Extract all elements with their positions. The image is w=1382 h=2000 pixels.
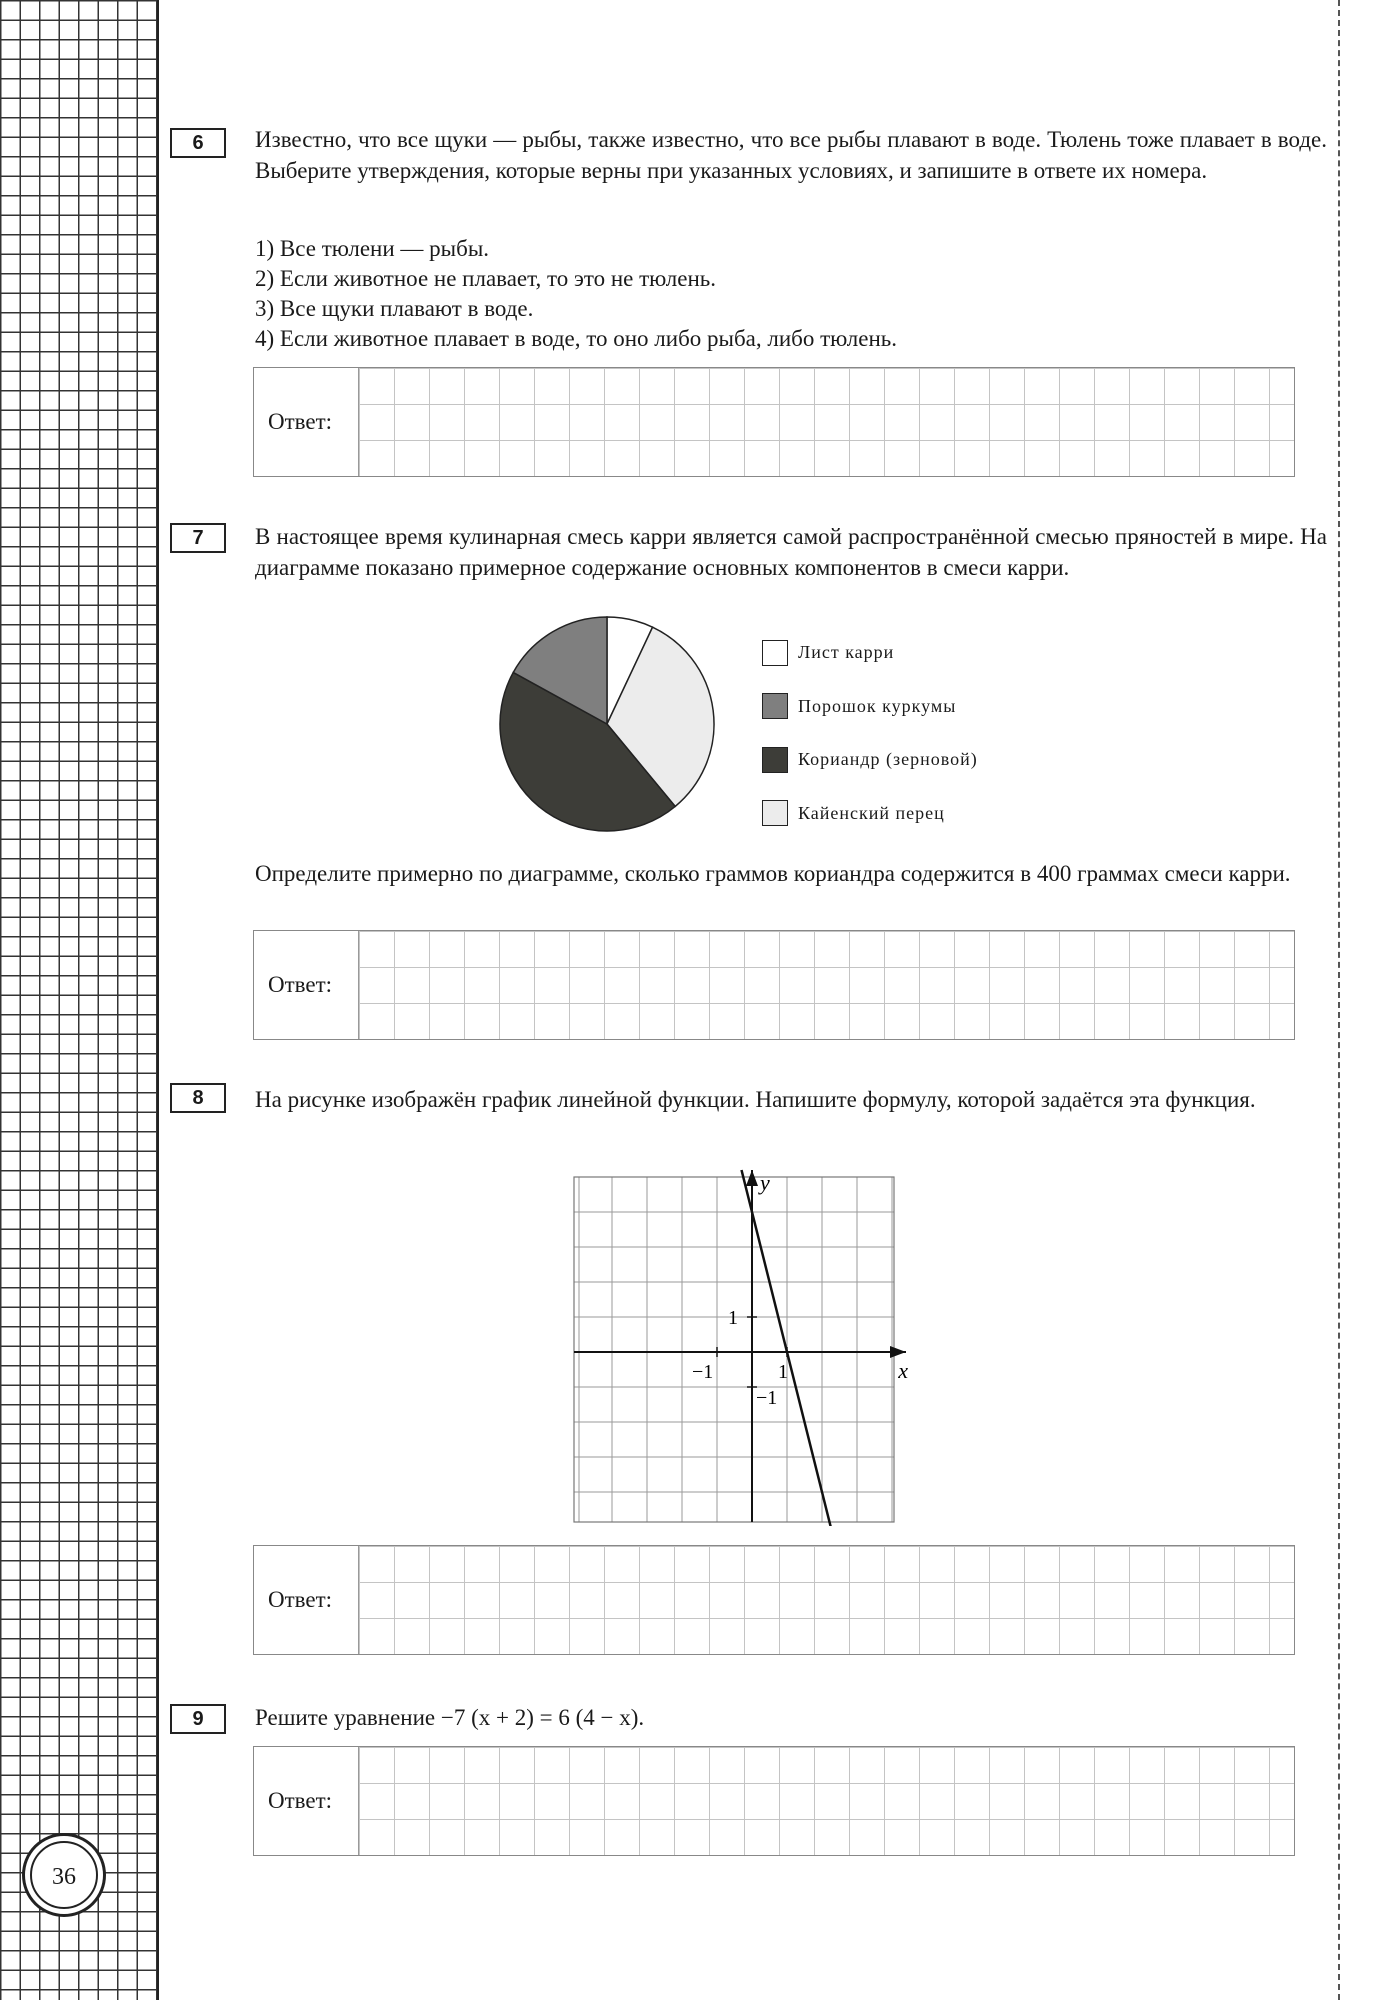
legend-label: Кориандр (зерновой) xyxy=(798,749,978,770)
task-8-text: На рисунке изображён график линейной функции. Напишите формулу, которой задаётся эта функция. xyxy=(255,1087,1256,1112)
answer-label: Ответ: xyxy=(268,1788,333,1813)
legend-label: Порошок куркумы xyxy=(798,695,957,716)
tick-label-y-neg: −1 xyxy=(756,1387,778,1409)
y-axis-arrow xyxy=(746,1170,758,1186)
task-7-text: В настоящее время кулинарная смесь карри является самой распространённой смесью пряностей в мире. На диаграмме показано примерное содержание основных компонентов в смеси карри. xyxy=(255,524,1327,580)
legend-swatch xyxy=(762,693,788,719)
task-6-options xyxy=(255,234,897,354)
task-6-option-4: 4) Если животное плавает в воде, то оно либо рыба, либо тюлень. xyxy=(255,326,898,351)
function-line xyxy=(742,1170,851,1526)
cut-line xyxy=(1338,0,1340,2000)
legend-label: Кайенский перец xyxy=(798,802,945,823)
legend-swatch xyxy=(762,800,788,826)
task-9-answer-box[interactable] xyxy=(253,1746,1295,1856)
page-number-badge xyxy=(22,1833,106,1917)
task-7-number: 7 xyxy=(170,523,226,553)
task-7-answer-box[interactable] xyxy=(253,930,1295,1040)
task-9-number: 9 xyxy=(170,1704,226,1734)
task-6-number: 6 xyxy=(170,128,226,158)
task-9-answer-field[interactable] xyxy=(358,1747,1294,1855)
graph-grid xyxy=(574,1177,894,1522)
pie-legend xyxy=(762,626,1022,840)
answer-label: Ответ: xyxy=(268,409,333,434)
legend-item-turmeric xyxy=(762,680,1022,734)
task-6-option-2: 2) Если животное не плавает, то это не тюлень. xyxy=(255,266,716,291)
task-7-answer-field[interactable] xyxy=(358,931,1294,1039)
answer-label: Ответ: xyxy=(268,1587,333,1612)
answer-label: Ответ: xyxy=(268,972,333,997)
curry-pie-chart xyxy=(497,614,717,834)
task-6-answer-box[interactable] xyxy=(253,367,1295,477)
task-8-answer-field[interactable] xyxy=(358,1546,1294,1654)
tick-label-x-pos: 1 xyxy=(778,1361,788,1383)
y-axis-label: y xyxy=(760,1170,770,1195)
task-6-answer-field[interactable] xyxy=(358,368,1294,476)
legend-item-coriander xyxy=(762,733,1022,787)
tick-label-x-neg: −1 xyxy=(692,1361,714,1383)
tick-label-y-pos: 1 xyxy=(728,1307,738,1329)
task-6-option-1: 1) Все тюлени — рыбы. xyxy=(255,236,490,261)
task-6-text: Известно, что все щуки — рыбы, также известно, что все рыбы плавают в воде. Тюлень тоже плавает в воде. Выберите утверждения, которые верны при указанных условиях, и запишите в ответе их номера. xyxy=(255,127,1327,183)
legend-label: Лист карри xyxy=(798,642,895,663)
x-axis-arrow xyxy=(890,1346,906,1358)
legend-swatch xyxy=(762,747,788,773)
margin-border xyxy=(157,0,159,2000)
legend-item-curry-leaf xyxy=(762,626,1022,680)
task-7-question: Определите примерно по диаграмме, сколько граммов кориандра содержится в 400 граммах смеси карри. xyxy=(255,861,1291,886)
margin-grid xyxy=(0,0,157,2000)
task-8-answer-box[interactable] xyxy=(253,1545,1295,1655)
task-6-option-3: 3) Все щуки плавают в воде. xyxy=(255,296,534,321)
page-number: 36 xyxy=(30,1841,98,1909)
grid-frame xyxy=(574,1177,894,1522)
legend-swatch xyxy=(762,640,788,666)
x-axis-label: x xyxy=(898,1358,908,1383)
legend-item-cayenne xyxy=(762,787,1022,841)
task-9-text: Решите уравнение −7 (x + 2) = 6 (4 − x). xyxy=(255,1705,645,1730)
task-8-number: 8 xyxy=(170,1083,226,1113)
linear-function-graph xyxy=(570,1160,910,1526)
